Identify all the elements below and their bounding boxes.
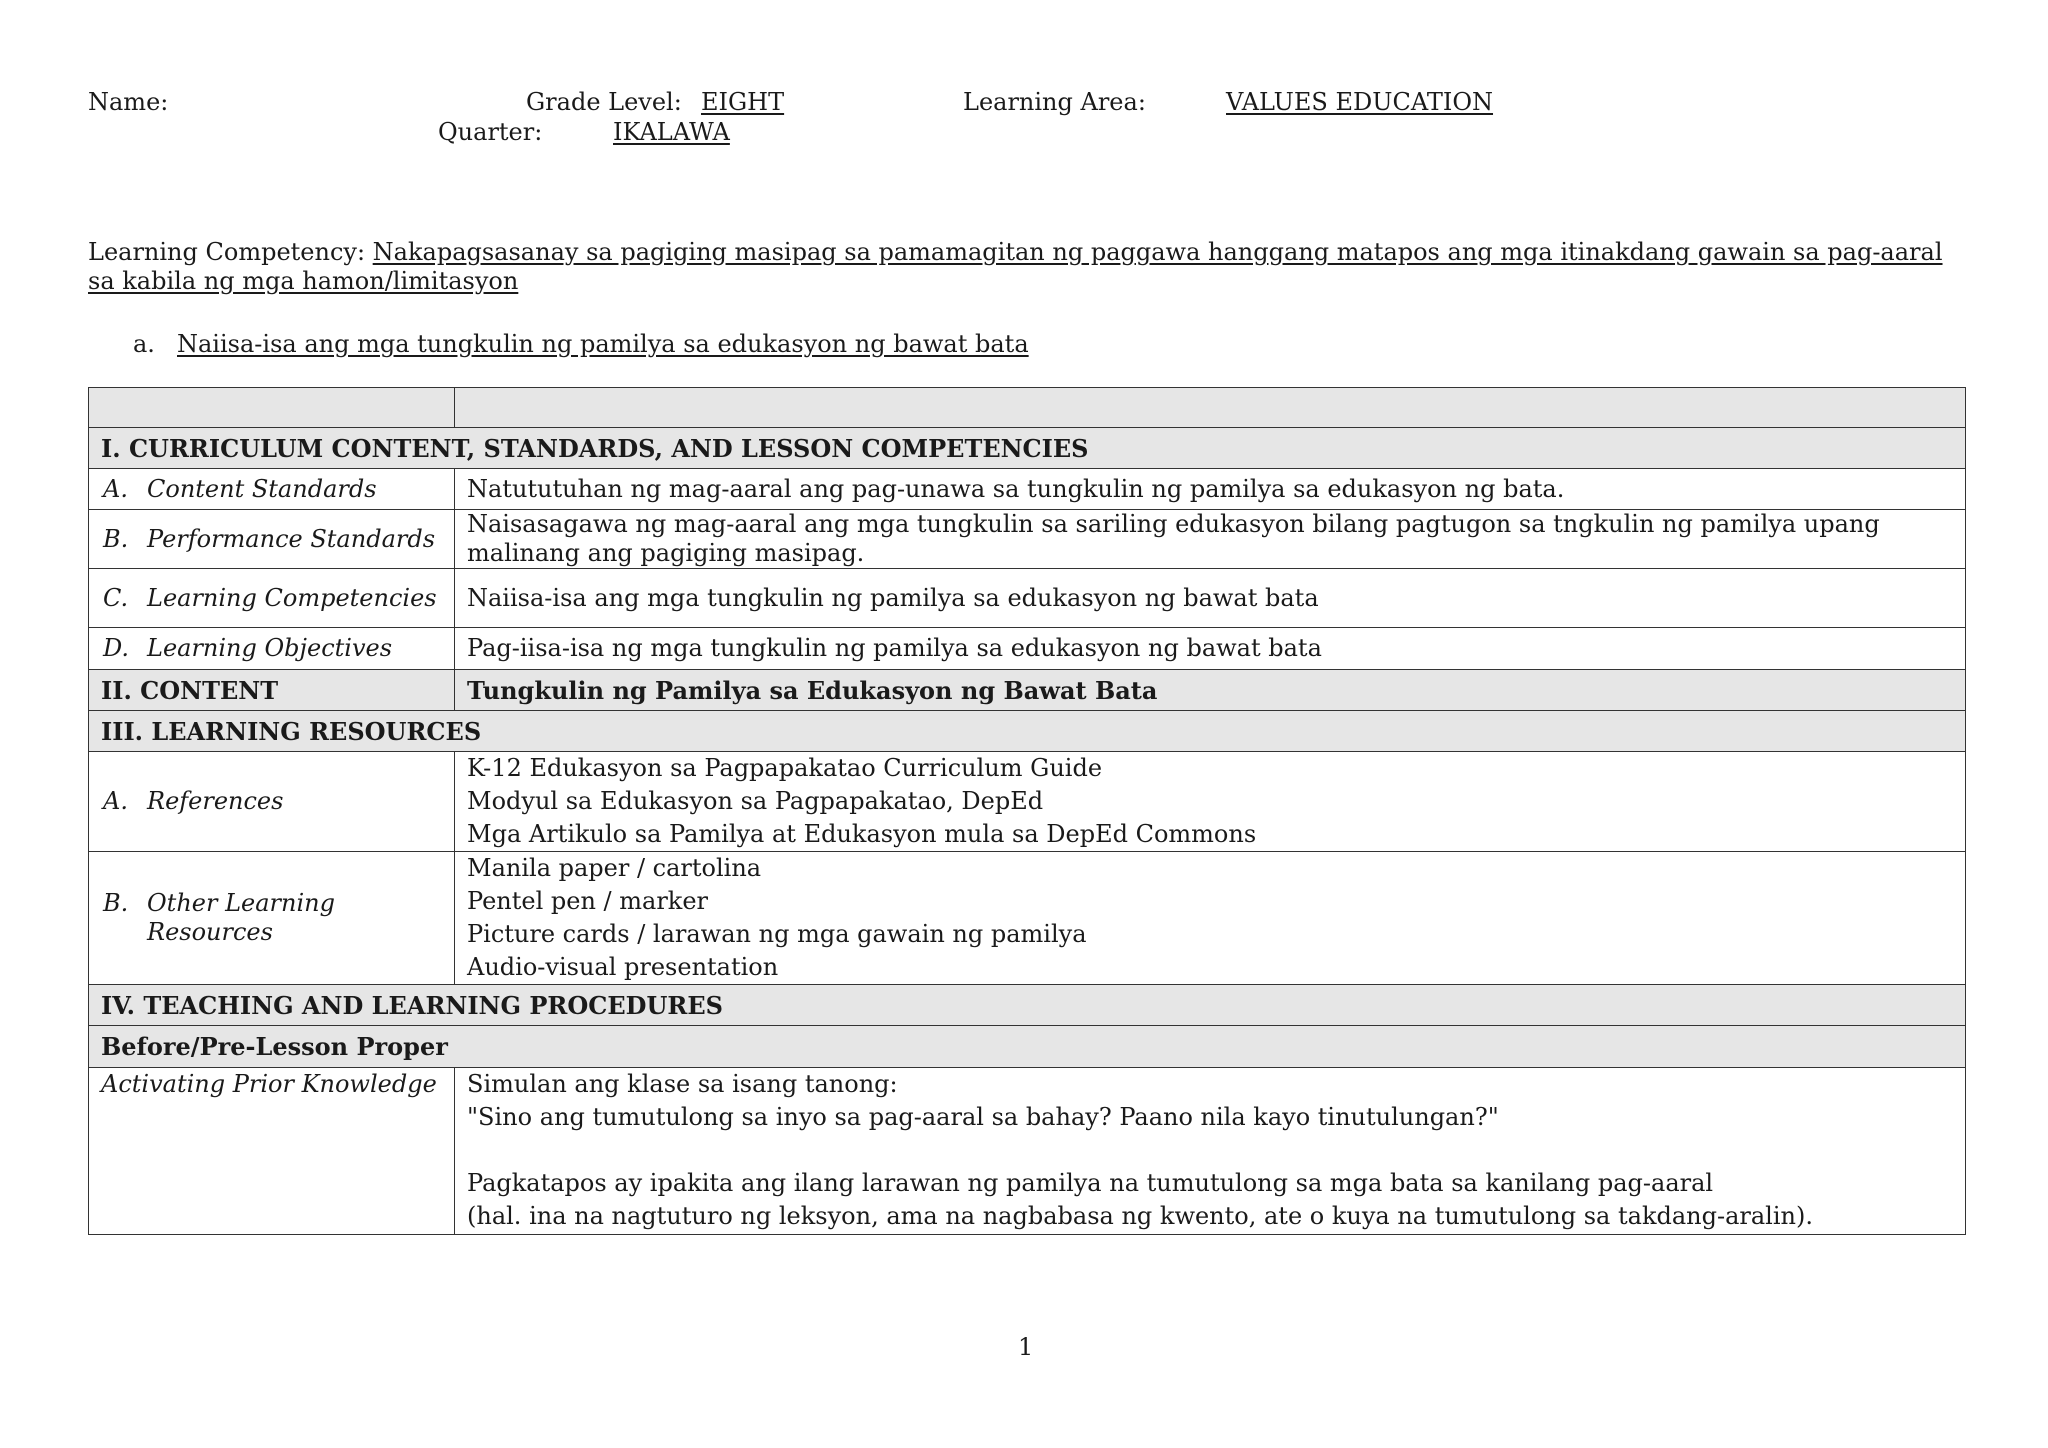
quarter-label: Quarter: [438, 118, 543, 146]
page-number: 1 [1018, 1333, 1034, 1361]
section-heading: II. CONTENT [89, 670, 455, 711]
blank-line [467, 1134, 1953, 1167]
paragraph-line: "Sino ang tumutulong sa inyo sa pag-aaral sa bahay? Paano nila kayo tinutulungan?" [467, 1103, 1499, 1131]
row-value: Naisasagawa ng mag-aaral ang mga tungkulin sa sariling edukasyon bilang pagtugon sa tngkulin ng pamilya upang malinang ang pagiging masipag. [455, 510, 1966, 569]
table-row [89, 752, 1966, 852]
references-list [455, 752, 1966, 852]
row-label: C. Learning Competencies [89, 569, 455, 628]
section-heading: I. CURRICULUM CONTENT, STANDARDS, AND LESSON COMPETENCIES [89, 428, 1966, 469]
row-label: Activating Prior Knowledge [89, 1068, 455, 1235]
list-item: Mga Artikulo sa Pamilya at Edukasyon mula sa DepEd Commons [467, 820, 1257, 848]
row-value: Pag-iisa-isa ng mga tungkulin ng pamilya sa edukasyon ng bawat bata [455, 628, 1966, 670]
grade-level-label: Grade Level: [526, 88, 682, 116]
learning-competency [88, 238, 1968, 296]
objective-marker: a. [133, 330, 155, 358]
objective-item [133, 329, 1029, 359]
table-row [89, 469, 1966, 510]
section-heading-row [89, 985, 1966, 1026]
subsection-heading: Before/Pre-Lesson Proper [89, 1026, 1966, 1068]
content-title: Tungkulin ng Pamilya sa Edukasyon ng Bawat Bata [455, 670, 1966, 711]
row-label: B. Other Learning Resources [89, 852, 455, 985]
row-label: A. References [89, 752, 455, 852]
table-row [89, 510, 1966, 569]
paragraph-line: (hal. ina na nagtuturo ng leksyon, ama na nagbabasa ng kwento, ate o kuya na tumutulong sa takdang-aralin). [467, 1202, 1813, 1230]
paragraph-line: Pagkatapos ay ipakita ang ilang larawan ng pamilya na tumutulong sa mga bata sa kanilang pag-aaral [467, 1169, 1714, 1197]
section-heading: III. LEARNING RESOURCES [89, 711, 1966, 752]
lesson-plan-table [88, 387, 1966, 1235]
section-heading-row [89, 711, 1966, 752]
quarter-value: IKALAWA [613, 118, 730, 146]
objective-text: Naiisa-isa ang mga tungkulin ng pamilya sa edukasyon ng bawat bata [177, 330, 1029, 358]
name-label: Name: [88, 88, 169, 116]
table-header-row [89, 388, 1966, 428]
empty-cell [89, 388, 455, 428]
subsection-heading-row [89, 1026, 1966, 1068]
row-label: B. Performance Standards [89, 510, 455, 569]
table-row [89, 1068, 1966, 1235]
row-label: A. Content Standards [89, 469, 455, 510]
list-item: Picture cards / larawan ng mga gawain ng pamilya [467, 920, 1087, 948]
activating-content [455, 1068, 1966, 1235]
list-item: K-12 Edukasyon sa Pagpapakatao Curriculum Guide [467, 754, 1103, 782]
learning-area-value: VALUES EDUCATION [1226, 88, 1494, 116]
row-label: D. Learning Objectives [89, 628, 455, 670]
grade-level-value: EIGHT [701, 88, 785, 116]
list-item: Audio-visual presentation [467, 953, 779, 981]
list-item: Modyul sa Edukasyon sa Pagpapakatao, DepEd [467, 787, 1044, 815]
learning-area-label: Learning Area: [963, 88, 1146, 116]
learning-competency-label: Learning Competency: [88, 238, 366, 266]
paragraph-line: Simulan ang klase sa isang tanong: [467, 1070, 898, 1098]
section-heading: IV. TEACHING AND LEARNING PROCEDURES [89, 985, 1966, 1026]
learning-competency-text: Nakapagsasanay sa pagiging masipag sa pamamagitan ng paggawa hanggang matapos ang mga itinakdang gawain sa pag-aaral sa kabila ng mga hamon/limitasyon [88, 238, 1943, 295]
list-item: Pentel pen / marker [467, 887, 709, 915]
row-value: Naiisa-isa ang mga tungkulin ng pamilya sa edukasyon ng bawat bata [455, 569, 1966, 628]
table-row [89, 628, 1966, 670]
section-heading-row [89, 670, 1966, 711]
list-item: Manila paper / cartolina [467, 854, 762, 882]
section-heading-row [89, 428, 1966, 469]
table-row [89, 852, 1966, 985]
table-row [89, 569, 1966, 628]
row-value: Natututuhan ng mag-aaral ang pag-unawa sa tungkulin ng pamilya sa edukasyon ng bata. [455, 469, 1966, 510]
empty-cell [455, 388, 1966, 428]
resources-list [455, 852, 1966, 985]
